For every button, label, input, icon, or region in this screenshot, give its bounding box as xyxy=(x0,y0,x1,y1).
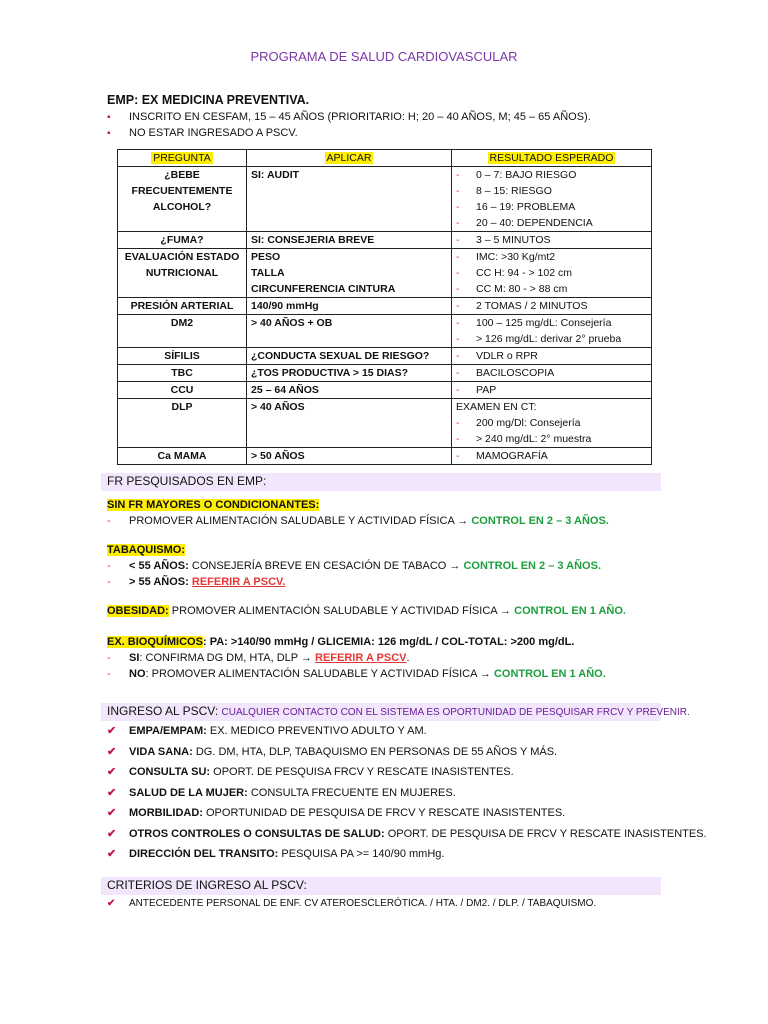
cell-resultado xyxy=(452,298,652,315)
cell-pregunta: ¿FUMA? xyxy=(118,232,247,249)
dash-mark: - xyxy=(456,300,460,312)
check-icon: ✔ xyxy=(107,807,117,819)
dash-mark: - xyxy=(456,367,460,379)
ingreso-item xyxy=(107,847,444,860)
cell-resultado xyxy=(452,167,652,232)
cell-aplicar: ¿CONDUCTA SEXUAL DE RIESGO? xyxy=(247,348,452,365)
bioquimicos-si-line: - SI: CONFIRMA DG DM, HTA, DLP → REFERIR A PSCV. xyxy=(107,652,410,664)
resultado-text: 20 – 40: DEPENDENCIA xyxy=(476,217,593,229)
resultado-item xyxy=(456,281,647,297)
resultado-item xyxy=(456,298,647,314)
bioquimicos-no-line: - NO: PROMOVER ALIMENTACIÓN SALUDABLE Y ACTIVIDAD FÍSICA → CONTROL EN 1 AÑO. xyxy=(107,668,606,680)
resultado-item xyxy=(456,448,647,464)
table-row xyxy=(118,315,652,348)
dash-mark: - xyxy=(456,251,460,263)
resultado-text: 100 – 125 mg/dL: Consejería xyxy=(476,317,612,329)
resultado-text: VDLR o RPR xyxy=(476,350,538,362)
tabaquismo-line-1: - < 55 AÑOS: CONSEJERÍA BREVE EN CESACIÓN DE TABACO → CONTROL EN 2 – 3 AÑOS. xyxy=(107,560,602,572)
header-resultado: RESULTADO ESPERADO xyxy=(452,150,652,167)
dash-mark: - xyxy=(456,384,460,396)
dash-mark: - xyxy=(456,283,460,295)
cell-resultado xyxy=(452,448,652,465)
resultado-item xyxy=(456,315,647,331)
resultado-text: 8 – 15: RIESGO xyxy=(476,185,552,197)
ingreso-item xyxy=(107,806,565,819)
cell-resultado xyxy=(452,315,652,348)
table-row xyxy=(118,382,652,399)
check-icon: ✔ xyxy=(107,766,117,778)
ingreso-item xyxy=(107,786,456,799)
resultado-text: IMC: >30 Kg/mt2 xyxy=(476,251,556,263)
header-pregunta: PREGUNTA xyxy=(118,150,247,167)
emp-table xyxy=(117,149,652,465)
obesidad-line: OBESIDAD: PROMOVER ALIMENTACIÓN SALUDABLE Y ACTIVIDAD FÍSICA → CONTROL EN 1 AÑO. xyxy=(107,605,626,617)
table-header-row xyxy=(118,150,652,167)
dash-mark: - xyxy=(456,201,460,213)
table-row xyxy=(118,448,652,465)
resultado-item xyxy=(456,382,647,398)
dash-mark: - xyxy=(456,417,460,429)
cell-pregunta: ¿BEBE FRECUENTEMENTE ALCOHOL? xyxy=(118,167,247,232)
resultado-text: BACILOSCOPIA xyxy=(476,367,555,379)
ingreso-item-text: OPORTUNIDAD DE PESQUISA DE FRCV Y RESCATE INASISTENTES. xyxy=(206,807,566,819)
emp-bullet-1: ▪ INSCRITO EN CESFAM, 15 – 45 AÑOS (PRIORITARIO: H; 20 – 40 AÑOS, M; 45 – 65 AÑOS). xyxy=(107,111,591,123)
ingreso-item xyxy=(107,745,557,758)
cell-resultado xyxy=(452,348,652,365)
check-icon: ✔ xyxy=(107,827,117,840)
page-title: PROGRAMA DE SALUD CARDIOVASCULAR xyxy=(250,49,518,64)
resultado-text: > 126 mg/dL: derivar 2° prueba xyxy=(476,333,622,345)
resultado-item xyxy=(456,265,647,281)
cell-pregunta: PRESIÓN ARTERIAL xyxy=(118,298,247,315)
cell-aplicar: ¿TOS PRODUCTIVA > 15 DIAS? xyxy=(247,365,452,382)
tabaquismo-line-2: - > 55 AÑOS: REFERIR A PSCV. xyxy=(107,576,286,588)
ingreso-item-text: DG. DM, HTA, DLP, TABAQUISMO EN PERSONAS DE 55 AÑOS Y MÁS. xyxy=(195,745,558,758)
resultado-text: CC H: 94 - > 102 cm xyxy=(476,267,572,279)
resultado-text: MAMOGRAFÍA xyxy=(476,450,548,462)
dash-mark: - xyxy=(456,185,460,197)
cell-aplicar: PESO TALLA CIRCUNFERENCIA CINTURA xyxy=(247,249,452,298)
ingreso-heading: INGRESO AL PSCV: CUALQUIER CONTACTO CON EL SISTEMA ES OPORTUNIDAD DE PESQUISAR FRCV Y PREVENIR. xyxy=(107,704,690,718)
cell-aplicar: SI: AUDIT xyxy=(247,167,452,232)
cell-aplicar: > 40 AÑOS + OB xyxy=(247,315,452,348)
dash-mark: - xyxy=(456,267,460,279)
criterios-heading: CRITERIOS DE INGRESO AL PSCV: xyxy=(107,878,307,892)
ingreso-item-label: EMPA/EMPAM: xyxy=(129,725,207,737)
resultado-text: 3 – 5 MINUTOS xyxy=(476,234,551,246)
fr-heading: FR PESQUISADOS EN EMP: xyxy=(107,474,267,488)
cell-aplicar: > 50 AÑOS xyxy=(247,448,452,465)
dash-mark: - xyxy=(456,433,460,445)
sin-fr-label: SIN FR MAYORES O CONDICIONANTES: xyxy=(107,499,320,511)
resultado-item xyxy=(456,331,647,347)
ingreso-item-text: CONSULTA FRECUENTE EN MUJERES. xyxy=(250,786,456,799)
ingreso-item-label: SALUD DE LA MUJER: xyxy=(129,786,248,799)
emp-bullet-2: ▪ NO ESTAR INGRESADO A PSCV. xyxy=(107,127,298,139)
resultado-text: CC M: 80 - > 88 cm xyxy=(476,283,568,295)
ingreso-item xyxy=(107,724,427,737)
cell-pregunta: DLP xyxy=(118,399,247,448)
bullet-icon: ▪ xyxy=(107,128,111,139)
resultado-item xyxy=(456,215,647,231)
dash-mark: - xyxy=(456,234,460,246)
ingreso-item-label: MORBILIDAD: xyxy=(129,807,203,819)
resultado-item xyxy=(456,365,647,381)
resultado-text: 16 – 19: PROBLEMA xyxy=(476,201,576,213)
cell-pregunta: DM2 xyxy=(118,315,247,348)
cell-resultado xyxy=(452,249,652,298)
dash-mark: - xyxy=(456,350,460,362)
cell-resultado xyxy=(452,232,652,249)
resultado-item xyxy=(456,415,647,431)
resultado-item xyxy=(456,167,647,183)
dash-mark: - xyxy=(456,450,460,462)
resultado-text: > 240 mg/dL: 2° muestra xyxy=(476,433,592,445)
resultado-text: 200 mg/Dl: Consejería xyxy=(476,417,581,429)
cell-aplicar: 140/90 mmHg xyxy=(247,298,452,315)
resultado-item xyxy=(456,348,647,364)
bioquimicos-line: EX. BIOQUÍMICOS: PA: >140/90 mmHg / GLICEMIA: 126 mg/dL / COL-TOTAL: >200 mg/dL. xyxy=(107,636,575,648)
check-icon: ✔ xyxy=(107,786,117,799)
dash-mark: - xyxy=(456,217,460,229)
ingreso-item-label: CONSULTA SU: xyxy=(129,766,211,778)
check-icon: ✔ xyxy=(107,745,117,758)
table-row xyxy=(118,365,652,382)
check-icon: ✔ xyxy=(107,848,117,860)
cell-resultado xyxy=(452,382,652,399)
dash-mark: - xyxy=(456,333,460,345)
resultado-item xyxy=(456,249,647,265)
resultado-item xyxy=(456,183,647,199)
ingreso-item-text: OPORT. DE PESQUISA DE FRCV Y RESCATE INASISTENTES. xyxy=(387,827,707,840)
header-aplicar: APLICAR xyxy=(247,150,452,167)
cell-pregunta: Ca MAMA xyxy=(118,448,247,465)
resultado-item xyxy=(456,431,647,447)
table-row xyxy=(118,399,652,448)
tabaquismo-label: TABAQUISMO: xyxy=(107,544,186,556)
table-row xyxy=(118,249,652,298)
cell-aplicar: SI: CONSEJERIA BREVE xyxy=(247,232,452,249)
table-row xyxy=(118,167,652,232)
resultado-text: PAP xyxy=(476,384,497,396)
dash-mark: - xyxy=(456,317,460,329)
ingreso-item-text: OPORT. DE PESQUISA FRCV Y RESCATE INASISTENTES. xyxy=(213,766,514,778)
ingreso-item-text: PESQUISA PA >= 140/90 mmHg. xyxy=(281,848,445,860)
bullet-icon: ▪ xyxy=(107,112,111,123)
resultado-text: 0 – 7: BAJO RIESGO xyxy=(476,169,577,181)
cell-aplicar: > 40 AÑOS xyxy=(247,399,452,448)
resultado-lead: EXAMEN EN CT: xyxy=(456,401,537,413)
emp-heading: EMP: EX MEDICINA PREVENTIVA. xyxy=(107,93,310,107)
cell-pregunta: SÍFILIS xyxy=(118,348,247,365)
resultado-item xyxy=(456,232,647,248)
cell-resultado xyxy=(452,365,652,382)
ingreso-item-label: OTROS CONTROLES O CONSULTAS DE SALUD: xyxy=(129,827,385,840)
sin-fr-line: - PROMOVER ALIMENTACIÓN SALUDABLE Y ACTIVIDAD FÍSICA → CONTROL EN 2 – 3 AÑOS. xyxy=(107,515,609,527)
ingreso-item-label: DIRECCIÓN DEL TRANSITO: xyxy=(129,848,279,860)
ingreso-item-label: VIDA SANA: xyxy=(129,745,193,758)
cell-pregunta: TBC xyxy=(118,365,247,382)
resultado-item xyxy=(456,199,647,215)
check-icon: ✔ xyxy=(107,725,117,737)
cell-pregunta: CCU xyxy=(118,382,247,399)
criterios-line: ✔ ANTECEDENTE PERSONAL DE ENF. CV ATEROESCLERÓTICA. / HTA. / DM2. / DLP. / TABAQUISMO. xyxy=(107,898,597,909)
cell-aplicar: 25 – 64 AÑOS xyxy=(247,382,452,399)
ingreso-item xyxy=(107,827,707,840)
table-row xyxy=(118,348,652,365)
cell-pregunta: EVALUACIÓN ESTADO NUTRICIONAL xyxy=(118,249,247,298)
resultado-text: 2 TOMAS / 2 MINUTOS xyxy=(476,300,588,312)
table-row xyxy=(118,298,652,315)
table-row xyxy=(118,232,652,249)
ingreso-item-text: EX. MEDICO PREVENTIVO ADULTO Y AM. xyxy=(209,725,427,737)
ingreso-item xyxy=(107,765,514,778)
check-icon: ✔ xyxy=(107,898,116,909)
dash-mark: - xyxy=(456,169,460,181)
cell-resultado xyxy=(452,399,652,448)
